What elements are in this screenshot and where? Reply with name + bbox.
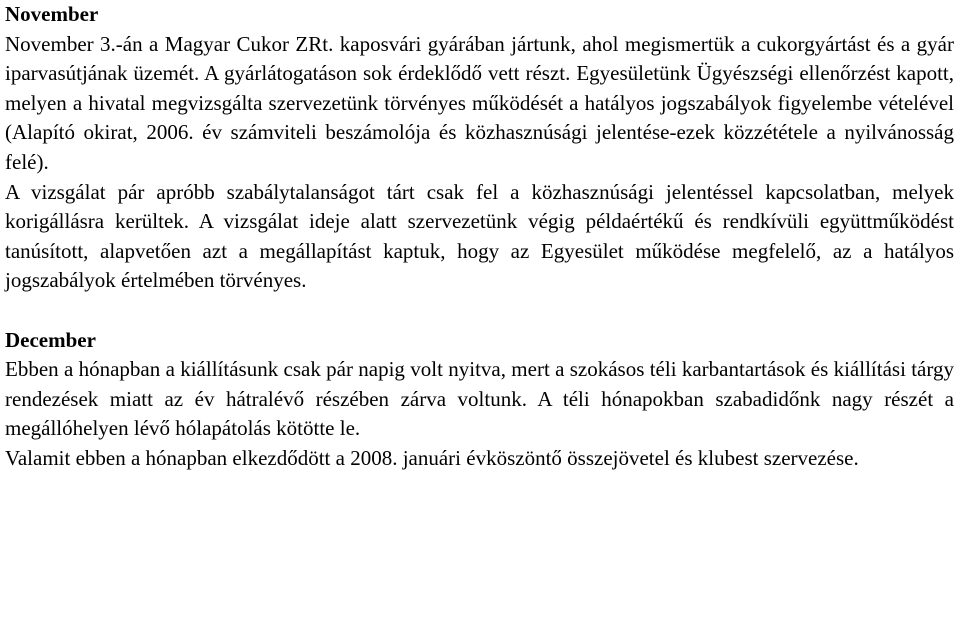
- december-heading: December: [5, 327, 96, 352]
- november-heading: November: [5, 2, 99, 26]
- section-spacer: [5, 296, 954, 326]
- november-paragraph-visit: November 3.-án a Magyar Cukor ZRt. kaposvári gyárában jártunk, ahol megismertük a cukorgyártást és a gyár iparvasútjának üzemét. A gyárlátogatáson sok érdeklődő vett részt. Egyesületünk Ügyészségi ellenőrzést kapott, melyen a hivatal megvizsgálta szervezetünk törvényes működését a hatályos jogszabályok figyelembe vételével (Alapító okirat, 2006. év számviteli beszámolója és közhasznúsági jelentése-ezek közzététele a nyilvánosság felé).: [5, 31, 954, 174]
- december-section: [5, 326, 954, 474]
- december-paragraph-exhibition: Ebben a hónapban a kiállításunk csak pár napig volt nyitva, mert a szokásos téli karbantartások és kiállítási tárgy rendezések miatt az év hátralévő részében zárva voltunk. A téli hónapokban szabadidőnk nagy részét a megállóhelyen lévő hólapátolás kötötte le.: [5, 357, 954, 441]
- november-section: [5, 0, 954, 296]
- november-paragraph-inspection: A vizsgálat pár apróbb szabálytalanságot tárt csak fel a közhasznúsági jelentéssel kapcsolatban, melyek korigállásra kerültek. A vizsgálat ideje alatt szervezetünk végig példaértékű és rendkívüli együttműködést tanúsított, alapvetően azt a megállapítást kaptuk, hogy az Egyesület működése megfelelő, az a hatályos jogszabályok értelmében törvényes.: [5, 179, 954, 293]
- december-paragraph-event: Valamit ebben a hónapban elkezdődött a 2008. januári évköszöntő összejövetel és klubest szervezése.: [5, 445, 859, 470]
